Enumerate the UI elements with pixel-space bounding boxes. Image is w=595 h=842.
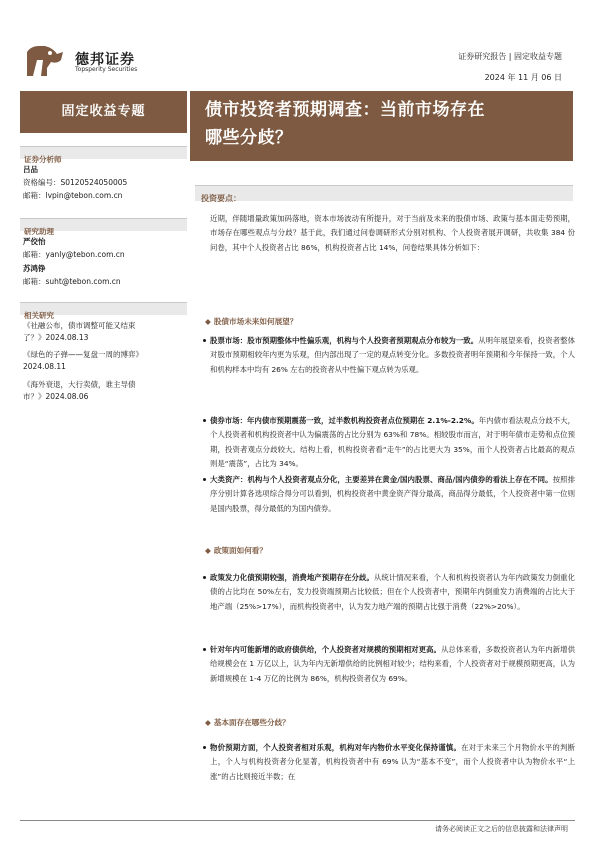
bullet-dot-icon	[203, 419, 206, 422]
bullet-dot-icon	[203, 339, 206, 342]
paragraph-gov-bond-supply: 针对年内可能新增的政府债供给，个人投资者对规模的预期相对更高。从总体来看，多数投资者认为年内新增供给规模会在 1 万亿以上，认为年内无新增供给的比例相对较少；结构来看，个人投资者对于规模预期更高，认为新增规模在 1-4 万亿的比例为 86%，机构投资者仅为 69%。	[210, 643, 575, 686]
bullet-dot-icon	[203, 648, 206, 651]
diamond-icon: ◆	[205, 317, 211, 326]
bullet-dot-icon	[203, 746, 206, 749]
footer-disclaimer[interactable]: 请务必阅读正文之后的信息披露和法律声明	[435, 825, 568, 833]
logo-text-en: Topsperity Securities	[75, 66, 138, 73]
analyst-email[interactable]: 邮箱：lvpin@tebon.com.cn	[23, 191, 123, 200]
related-report-2-line2[interactable]: 2024.08.11	[23, 362, 66, 371]
intro-paragraph: 近期，伴随增量政策加码落地，资本市场波动有所提升，对于当前及未来的股债市场、政策与基本面走势预期，市场存在哪些观点与分歧？基于此，我们通过问卷调研形式分别对机构、个人投资者展开调研，共收集 384 份问卷，其中个人投资者占比 86%，机构投资者占比 14%，问卷结果具体分析如下：	[210, 214, 575, 252]
bullet-dot-icon	[203, 576, 206, 579]
assistant-section-header: 研究助理	[20, 218, 187, 231]
analyst-section-header: 证券分析师	[20, 146, 187, 159]
related-report-3-line2[interactable]: 市？》2024.08.06	[23, 392, 89, 401]
abstract-header: 投资要点：	[195, 185, 573, 201]
question-heading-1: ◆ 股债市场未来如何展望？	[205, 317, 298, 326]
assistant-2-name: 苏鸿铮	[23, 264, 46, 273]
report-type: 证券研究报告 | 固定收益专题	[458, 52, 562, 61]
related-section-header: 相关研究	[20, 302, 187, 315]
footer-divider	[20, 820, 575, 821]
related-report-2-line1[interactable]: 《绿色的子弹——复盘一周的博弈》	[23, 350, 143, 359]
diamond-icon: ◆	[205, 546, 211, 555]
title-line-2: 哪些分歧？	[205, 128, 293, 148]
related-report-1-line2[interactable]: 了？》2024.08.13	[23, 333, 89, 342]
report-date: 2024 年 11 月 06 日	[484, 73, 562, 82]
category-label: 固定收益专题	[61, 104, 146, 119]
assistant-1-name: 严佼怡	[23, 237, 46, 246]
assistant-2-email[interactable]: 邮箱：suht@tebon.com.cn	[23, 277, 121, 286]
assistant-1-email[interactable]: 邮箱：yanly@tebon.com.cn	[23, 250, 125, 259]
related-report-3-line1[interactable]: 《海外衰退，大行卖债，谁主导债	[23, 380, 136, 389]
related-report-1-line1[interactable]: 《社融公布，债市调整可能又结束	[23, 321, 136, 330]
company-logo-icon	[23, 42, 67, 80]
question-heading-3: ◆ 基本面存在哪些分歧？	[205, 718, 290, 727]
paragraph-asset-classes: 大类资产：机构与个人投资者观点分化，主要差异在黄金/国内股票、商品/国内债券的看法上存在不同。按照排序分别计算各选项综合得分可以看到，机构投资者中黄金资产得分最高，商品得分最低，个人投资者中第一位则是国内股票，得分最低的为国内债券。	[210, 473, 575, 516]
title-line-1: 债市投资者预期调查：当前市场存在	[205, 100, 485, 120]
logo-text-cn: 德邦证券	[75, 52, 135, 68]
analyst-cert: 资格编号：S0120524050005	[23, 178, 128, 187]
question-heading-2: ◆ 政策面如何看？	[205, 546, 267, 555]
page-title	[205, 96, 565, 152]
diamond-icon: ◆	[205, 718, 211, 727]
paragraph-stock-market: 股票市场：股市预期整体中性偏乐观，机构与个人投资者预期观点分布较为一致。从明年展望来看，投资者整体对股市预期相较年内更为乐观，但内部出现了一定的观点转变分化。多数投资者明年预期和今年保持一致，个人和机构样本中均有 26% 左右的投资者从中性偏下观点转为乐观。	[210, 334, 575, 377]
paragraph-policy-focus: 政策发力化债预期较强，消费地产预期存在分歧。从统计情况来看，个人和机构投资者认为年内政策发力倒重化债的占比均在 50%左右，发力投资端预期占比较低；但在个人投资者中，预期年内倒重发力消费端的占比大于地产端（25%>17%），而机构投资者中，认为发力地产端的预期占比强于消费（22%>20%）。	[210, 571, 575, 614]
paragraph-price-expectation: 物价预期方面，个人投资者相对乐观，机构对年内物价水平变化保持谨慎。在对于未来三个月物价水平的判断上，个人与机构投资者分化显著，机构投资者中有 69% 认为“基本不变”，而个人投资者中认为物价水平“上涨”的占比则接近半数；在	[210, 741, 575, 784]
paragraph-bond-market: 债券市场：年内债市预期震荡一致，过半数机构投资者点位预期在 2.1%-2.2%。年内债市看法观点分歧不大，个人投资者和机构投资者中认为偏震荡的占比分别为 63%和 78%。相较股市而言，对于明年债市走势和点位预期，投资者观点分歧较大。结构上看，机构投资者看“走牛”的占比更大为 35%，而个人投资者占比最高的观点则是“震荡”，占比为 34%。	[210, 414, 575, 471]
bullet-dot-icon	[203, 478, 206, 481]
category-banner	[20, 91, 187, 133]
analyst-name: 吕品	[23, 165, 38, 174]
